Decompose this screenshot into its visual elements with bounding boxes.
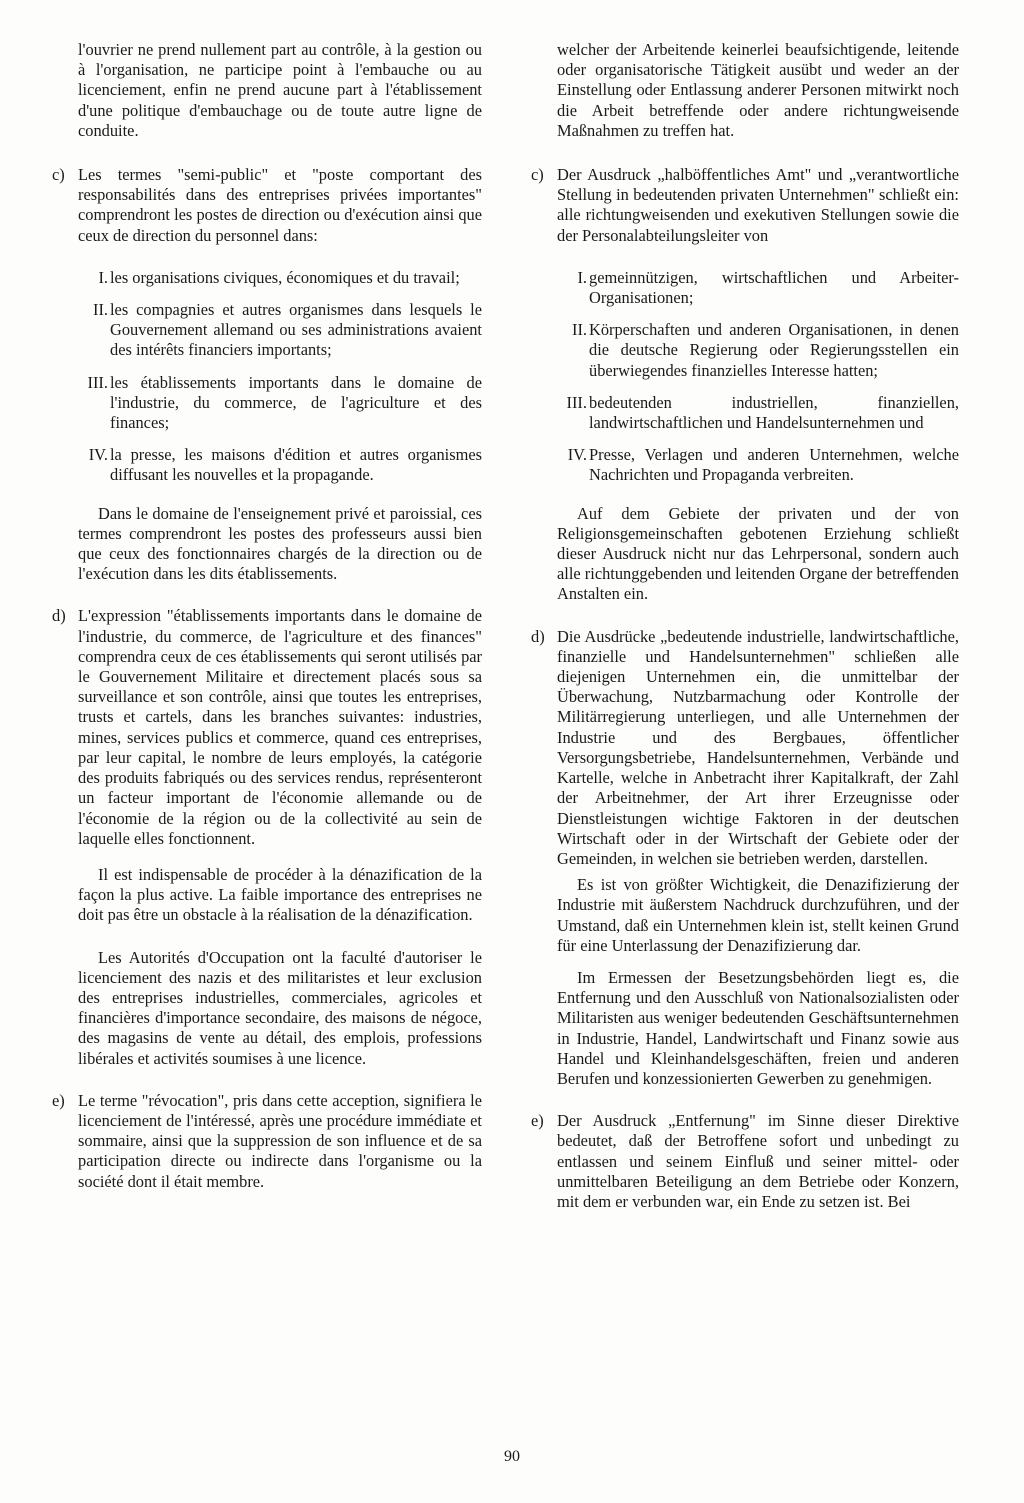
- german-section-c: [531, 165, 959, 246]
- french-section-c: [52, 165, 482, 246]
- german-section-e: [531, 1111, 959, 1212]
- item-number: IV.: [88, 445, 108, 465]
- item-number: I.: [98, 267, 108, 287]
- german-section-c-text: Der Ausdruck „halböffentliches Amt" und „verantwortliche Stellung in bedeutenden privaten Unternehmen" schließt ein: alle richtungweisenden und exekutiven Stellungen sowie die der Personalabteilungsleiter von: [557, 165, 959, 245]
- german-item-4: [531, 445, 959, 485]
- german-lead-paragraph: welcher der Arbeitende keinerlei beaufsichtigende, leitende oder organisatorische Tätigkeit ausübt und weder an der Einstellung oder Entlassung anderer Personen mitwirkt noch die Arbeit betreffende oder andere richtungweisende Maßnahmen zu treffen hat.: [557, 40, 959, 140]
- french-item-4: [52, 445, 482, 485]
- german-item-3: [531, 393, 959, 433]
- french-section-d: [52, 606, 482, 848]
- item-text: Körperschaften und anderen Organisationen, in denen die deutsche Regierung oder Regierungsstellen ein überwiegendes finanzielles Interesse hatten;: [589, 320, 959, 380]
- german-section-c-note: Auf dem Gebiete der privaten und der von Religionsgemeinschaften gebotenen Erziehung schließt dieser Ausdruck nicht nur das Lehrpersonal, sondern auch alle richtunggebenden und leitenden Organe der betreffenden Anstalten ein.: [557, 503, 959, 604]
- french-section-d-para-2: Les Autorités d'Occupation ont la faculté d'autoriser le licenciement des nazis et des militaristes et leur exclusion des entreprises industrielles, commerciales, agricoles et financières d'importance secondaire, des maisons de négoce, des magasins de vente au détail, des emplois, professions libérales et activités soumises à une licence.: [78, 947, 482, 1068]
- french-section-d-text: L'expression "établissements importants dans le domaine de l'industrie, du commerce, de l'agriculture et des finances" comprendra ceux de ces établissements qui seront utilisés par le Gouvernement Militaire et directement placés sous sa surveillance et son contrôle, ainsi que toutes les entreprises, trusts et cartels, dans les branches suivantes: industries, mines, services publics et commerce, quand ces entreprises, par leur capital, le nombre de leurs employés, la catégorie des produits fabriqués ou des services rendus, représenteront un facteur important de l'économie allemande ou de l'économie de la région ou de la collectivité au sein de laquelle elles fonctionnent.: [78, 606, 482, 848]
- item-number: III.: [87, 372, 108, 392]
- german-column: [531, 40, 959, 1234]
- french-item-3: [52, 373, 482, 434]
- french-section-c-text: Les termes "semi-public" et "poste comportant des responsabilités dans des entreprises privées importantes" comprendront les postes de direction ou d'exécution ainsi que ceux de direction du personnel dans:: [78, 165, 482, 245]
- section-label: e): [52, 1090, 65, 1110]
- item-number: III.: [566, 392, 587, 412]
- german-section-d: [531, 627, 959, 869]
- german-item-1: [531, 268, 959, 308]
- item-text: la presse, les maisons d'édition et autres organismes diffusant les nouvelles et la propagande.: [110, 445, 482, 485]
- item-text: les établissements importants dans le domaine de l'industrie, du commerce, de l'agriculture et des finances;: [110, 372, 482, 433]
- item-number: II.: [571, 320, 587, 340]
- section-label: c): [531, 165, 544, 185]
- french-item-1: [52, 268, 482, 288]
- french-column: [52, 40, 482, 1214]
- item-text: les organisations civiques, économiques et du travail;: [110, 267, 460, 287]
- section-label: e): [531, 1111, 544, 1131]
- french-item-2: [52, 300, 482, 361]
- french-section-e-text: Le terme "révocation", pris dans cette acception, signifiera le licenciement de l'intéressé, après une procédure immédiate et sommaire, ainsi que la suppression de son influence et de sa participation directe ou indirecte dans l'organisme ou la société dont il était membre.: [78, 1090, 482, 1191]
- section-label: c): [52, 165, 65, 185]
- item-text: Presse, Verlagen und anderen Unternehmen, welche Nachrichten und Propaganda verbreiten.: [589, 445, 959, 485]
- page-number: 90: [504, 1448, 520, 1465]
- french-section-e: [52, 1091, 482, 1192]
- german-section-d-text: Die Ausdrücke „bedeutende industrielle, landwirtschaftliche, finanzielle und Handelsunternehmen" schließen alle diejenigen Unternehmen ein, die unmittelbar der Überwachung, Nutzbarmachung oder Kontrolle der Militärregierung unterliegen, und alle Unternehmen der Industrie und des Bergbaues, öffentlicher Versorgungsbetriebe, Handelsunternehmen, Verbände und Kartelle, welche in Anbetracht ihrer Kapitalkraft, der Zahl der Arbeitnehmer, der Art ihrer Erzeugnisse oder Dienstleistungen wichtige Faktoren in der deutschen Wirtschaft oder in der Wirtschaft der Gebiete oder der Gemeinden, in welchen sie betrieben werden, darstellen.: [557, 626, 959, 868]
- item-text: les compagnies et autres organismes dans lesquels le Gouvernement allemand ou ses administrations avaient des intérêts financiers importants;: [110, 300, 482, 360]
- item-number: I.: [577, 267, 587, 287]
- german-item-2: [531, 320, 959, 381]
- item-text: gemeinnützigen, wirtschaftlichen und Arbeiter-Organisationen;: [589, 267, 959, 308]
- item-number: IV.: [567, 445, 587, 465]
- french-section-d-para-1: Il est indispensable de procéder à la dénazification de la façon la plus active. La faible importance des entreprises ne doit pas être un obstacle à la réalisation de la dénazification.: [78, 864, 482, 925]
- german-section-d-para-1: Es ist von größter Wichtigkeit, die Denazifizierung der Industrie mit äußerstem Nachdruck durchzuführen, und der Umstand, daß ein Unternehmen klein ist, stellt keinen Grund für eine Unterlassung der Denazifizierung dar.: [557, 875, 959, 955]
- item-number: II.: [92, 300, 108, 320]
- item-text: bedeutenden industriellen, finanziellen, landwirtschaftlichen und Handelsunternehmen und: [589, 392, 959, 433]
- french-lead-paragraph: l'ouvrier ne prend nullement part au contrôle, à la gestion ou à l'organisation, ne participe point à l'embauche ou au licenciement, enfin ne prend aucune part à l'établissement d'une politique d'embauchage ou de toute autre ligne de conduite.: [78, 40, 482, 140]
- section-label: d): [52, 606, 66, 626]
- section-label: d): [531, 626, 545, 646]
- french-section-c-note: Dans le domaine de l'enseignement privé et paroissial, ces termes comprendront les postes des professeurs aussi bien que ceux des fonctionnaires chargés de la direction ou de l'exécution dans les dits établissements.: [78, 503, 482, 584]
- german-section-e-text: Der Ausdruck „Entfernung" im Sinne dieser Direktive bedeutet, daß der Betroffene sofort und unbedingt zu entlassen und seinem Einfluß und seiner mittel- oder unmittelbaren Beteiligung an dem Betriebe oder Konzern, mit dem er verbunden war, ein Ende zu setzen ist. Bei: [557, 1111, 959, 1211]
- german-section-d-para-2: Im Ermessen der Besetzungsbehörden liegt es, die Entfernung und den Ausschluß von Nationalsozialisten oder Militaristen aus weniger bedeutenden Geschäftsunternehmen in Industrie, Handel, Landwirtschaft und Finanz sowie aus Handel und Kleinhandelsgeschäften, freien und anderen Berufen und konzessionierten Gewerben zu genehmigen.: [557, 967, 959, 1088]
